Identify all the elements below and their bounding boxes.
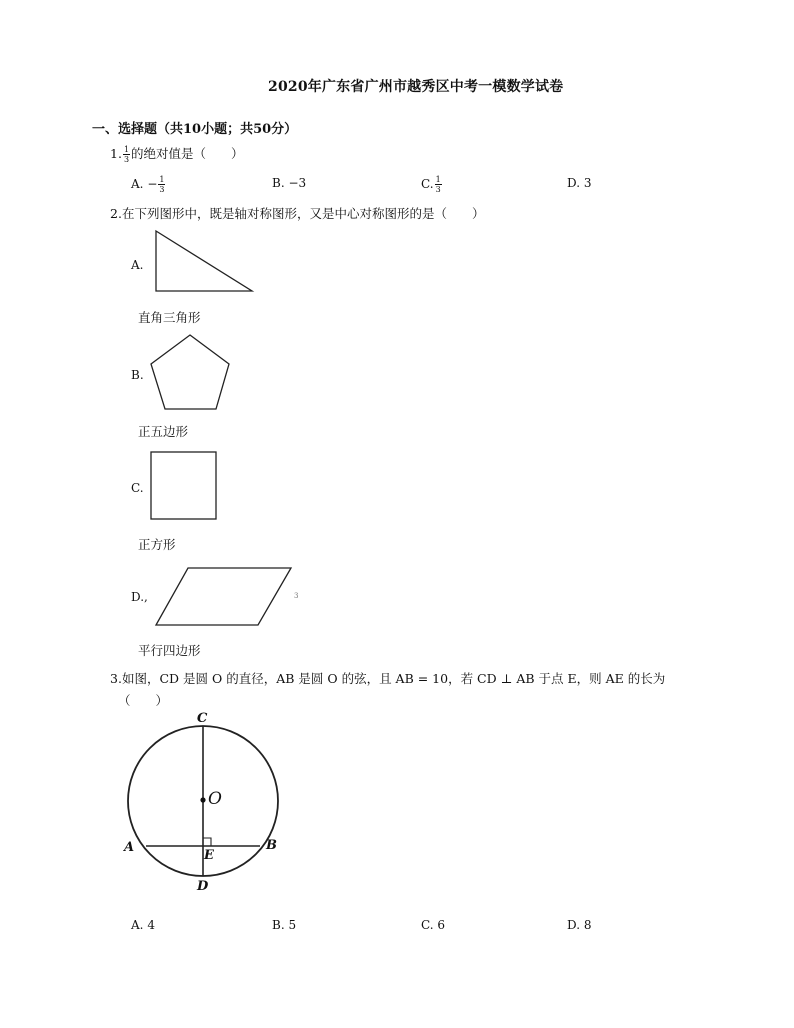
question-text: 的绝对值是（ ） <box>131 146 244 161</box>
q2-option-d-letter[interactable]: D., <box>131 590 148 604</box>
q1-option-c[interactable]: C. $\frac{1}{3}$ <box>421 175 441 194</box>
question-number: 3. <box>110 671 122 686</box>
right-angle-mark <box>203 838 211 846</box>
question-text: 如图，CD 是圆 O 的直径，AB 是圆 O 的弦，且 AB = 10，若 CD ⊥ AB 于点 E，则 AE 的长为 <box>121 671 666 686</box>
question-number: 1. <box>110 146 122 161</box>
q3-option-b[interactable]: B. 5 <box>272 918 297 932</box>
page-title: 2020年广东省广州市越秀区中考一模数学试卷 <box>268 79 564 95</box>
section-heading: 一、选择题（共10小题；共50分） <box>92 122 298 137</box>
q3-option-c[interactable]: C. 6 <box>421 918 446 932</box>
q2-option-b-caption: 正五边形 <box>138 424 189 439</box>
label-b: B <box>266 838 277 853</box>
label-o: O <box>208 789 222 809</box>
question-number: 2. <box>110 206 122 221</box>
fraction: $\frac{1}{3}$ <box>159 175 165 194</box>
q3-option-d[interactable]: D. 8 <box>567 918 592 932</box>
label-e: E <box>204 848 214 863</box>
q1-option-d[interactable]: D. 3 <box>567 176 592 190</box>
stray-mark: 3 <box>294 592 299 600</box>
q2-option-a-letter[interactable]: A. <box>131 258 144 272</box>
q2-option-d-caption: 平行四边形 <box>138 643 201 658</box>
q1-option-b[interactable]: B. −3 <box>272 176 307 190</box>
q2-option-c-caption: 正方形 <box>138 537 176 552</box>
question-3-stem-cont: （ ） <box>118 693 169 708</box>
fraction: $\frac{1}{3}$ <box>435 175 441 194</box>
q3-option-a[interactable]: A. 4 <box>131 918 155 932</box>
label-a: A <box>124 840 135 855</box>
question-text: 在下列图形中，既是轴对称图形，又是中心对称图形的是（ ） <box>121 206 485 221</box>
q1-option-a[interactable]: A. − $\frac{1}{3}$ <box>131 175 165 194</box>
fraction: $\frac{1}{3}$ <box>123 145 130 164</box>
label-d: D <box>197 879 209 894</box>
q2-option-b-letter[interactable]: B. <box>131 368 144 382</box>
label-c: C <box>197 711 208 726</box>
q2-option-c-letter[interactable]: C. <box>131 481 144 495</box>
q2-option-a-caption: 直角三角形 <box>138 310 201 325</box>
center-point <box>200 797 205 802</box>
